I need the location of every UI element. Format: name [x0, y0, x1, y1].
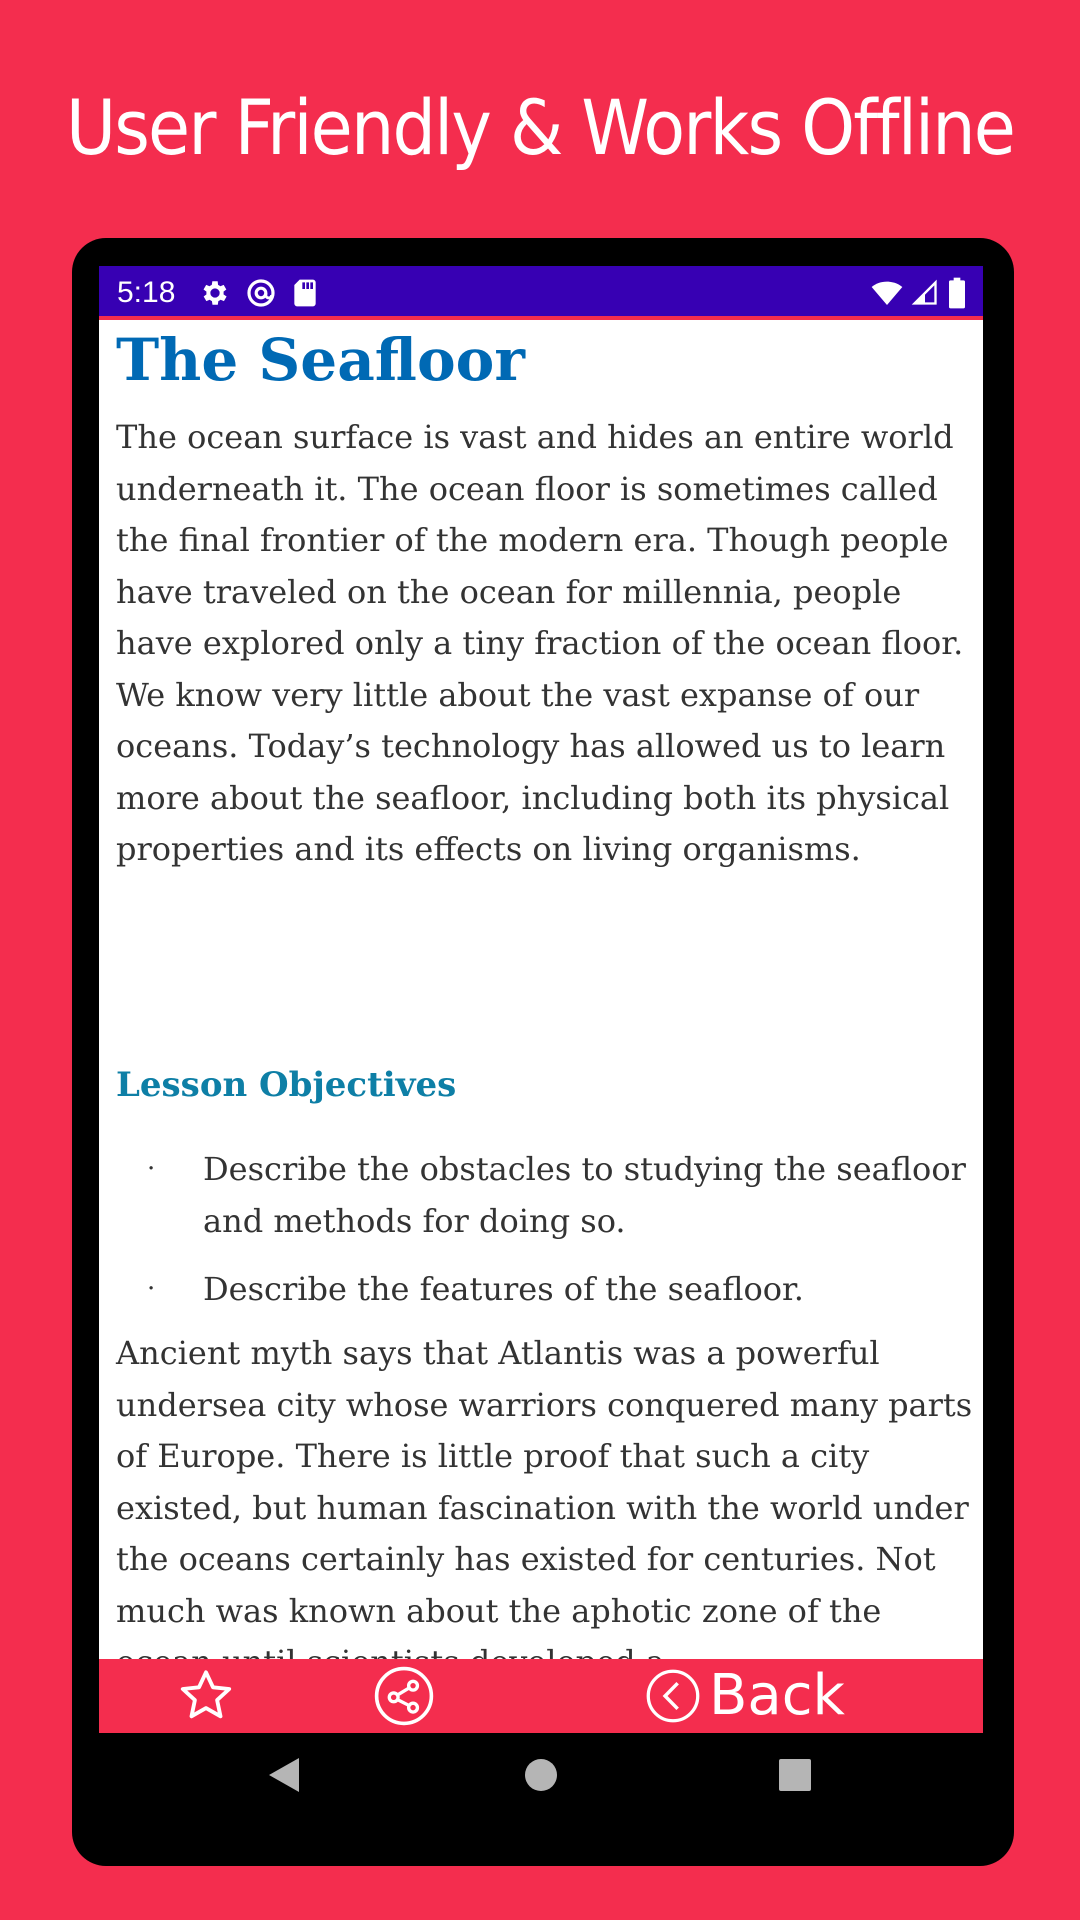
star-icon [177, 1667, 235, 1725]
bullet-dot: · [147, 1154, 156, 1184]
objectives-heading: Lesson Objectives [116, 1065, 457, 1105]
status-icons-right [871, 277, 967, 309]
back-button[interactable] [645, 1663, 845, 1729]
body-paragraph: Ancient myth says that Atlantis was a powerful undersea city whose warriors conquered many parts of Europe. There is little proof that such a city existed, but human fascination with the world under the oceans certainly has existed for centuries. Not much was known about the aphotic zone of the [116, 1334, 973, 1630]
promo-headline: User Friendly & Works Offline [65, 83, 1015, 172]
phone-frame [72, 238, 1014, 1866]
status-bar [99, 266, 983, 320]
share-icon [373, 1665, 435, 1727]
gear-icon [199, 277, 231, 309]
triangle-back-icon [266, 1755, 302, 1795]
square-recents-icon [778, 1758, 812, 1792]
objective-text: Describe the obstacles to studying the seafloor and methods for doing so. [203, 1150, 966, 1240]
objective-text: Describe the features of the seafloor. [203, 1270, 804, 1308]
battery-icon [947, 277, 967, 309]
article-content[interactable] [99, 320, 983, 1659]
sd-card-icon [291, 277, 319, 309]
at-sign-icon [245, 277, 277, 309]
nav-home-button[interactable] [524, 1758, 558, 1796]
phone-screen [99, 266, 983, 1733]
status-time: 5:18 [117, 276, 176, 309]
bullet-dot: · [147, 1274, 156, 1304]
article-title: The Seafloor [116, 326, 525, 394]
favorite-button[interactable] [177, 1667, 235, 1725]
nav-recents-button[interactable] [778, 1758, 812, 1796]
nav-back-button[interactable] [266, 1755, 302, 1799]
cell-signal-icon [911, 277, 939, 309]
system-navigation-bar [72, 1733, 1014, 1817]
share-button[interactable] [373, 1665, 435, 1727]
status-icons-left [199, 277, 319, 309]
wifi-icon [871, 277, 903, 309]
back-label: Back [709, 1663, 845, 1728]
bottom-action-bar [99, 1659, 983, 1733]
objective-item [147, 1144, 973, 1247]
chevron-left-circle-icon [645, 1668, 701, 1724]
intro-paragraph: The ocean surface is vast and hides an entire world underneath it. The ocean floor is sometimes called the final frontier of the modern era. Though people have traveled on the ocean for millennia, people have explored only a tiny fraction of the ocean floor. We know very little about the vast expanse of our oceans. Today’s technology has allowed us to learn more about the seafloor, including both its physical properties and its effects on living organisms. [116, 418, 964, 868]
circle-home-icon [524, 1758, 558, 1792]
objective-item [147, 1264, 973, 1316]
